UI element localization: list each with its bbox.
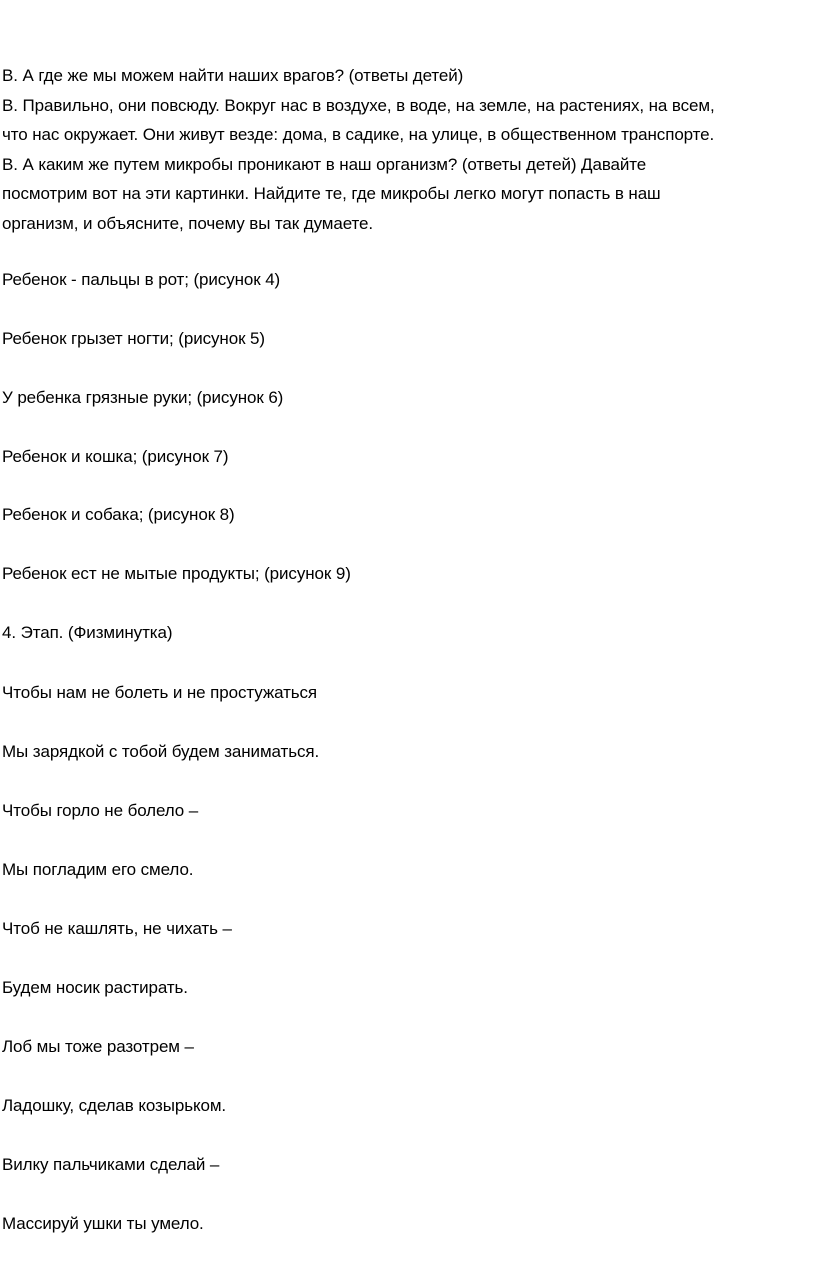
poem-line: Будем носик растирать.: [2, 978, 188, 997]
intro-line: организм, и объясните, почему вы так думаете.: [2, 213, 373, 233]
poem-line: Мы зарядкой с тобой будем заниматься.: [2, 742, 320, 761]
intro-line: В. Правильно, они повсюду. Вокруг нас в воздухе, в воде, на земле, на растениях, на всем,: [2, 95, 715, 115]
poem-line: Чтоб не кашлять, не чихать –: [2, 919, 232, 938]
poem-line: Массируй ушки ты умело.: [2, 1214, 204, 1233]
picture-item: Ребенок и собака; (рисунок 8): [2, 505, 235, 524]
poem-line: Мы погладим его смело.: [2, 860, 194, 879]
poem-line: Чтобы горло не болело –: [2, 801, 199, 820]
poem-line: Лоб мы тоже разотрем –: [2, 1037, 194, 1056]
intro-paragraph: [2, 61, 814, 238]
intro-line: что нас окружает. Они живут везде: дома, в садике, на улице, в общественном транспорте.: [2, 125, 715, 144]
picture-item: Ребенок ест не мытые продукты; (рисунок 9): [2, 564, 351, 583]
poem-line: Чтобы нам не болеть и не простужаться: [2, 683, 318, 702]
picture-item: Ребенок и кошка; (рисунок 7): [2, 447, 229, 466]
intro-line: посмотрим вот на эти картинки. Найдите те, где микробы легко могут попасть в наш: [2, 184, 661, 203]
poem-line: Вилку пальчиками сделай –: [2, 1155, 220, 1174]
intro-line: В. А где же мы можем найти наших врагов? (ответы детей): [2, 66, 464, 85]
stage-heading: 4. Этап. (Физминутка): [2, 623, 173, 642]
picture-item: У ребенка грязные руки; (рисунок 6): [2, 388, 284, 407]
intro-line: В. А каким же путем микробы проникают в наш организм? (ответы детей) Давайте: [2, 154, 647, 174]
poem-line: Ладошку, сделав козырьком.: [2, 1096, 227, 1115]
picture-item: Ребенок - пальцы в рот; (рисунок 4): [2, 270, 281, 289]
picture-item: Ребенок грызет ногти; (рисунок 5): [2, 329, 265, 348]
